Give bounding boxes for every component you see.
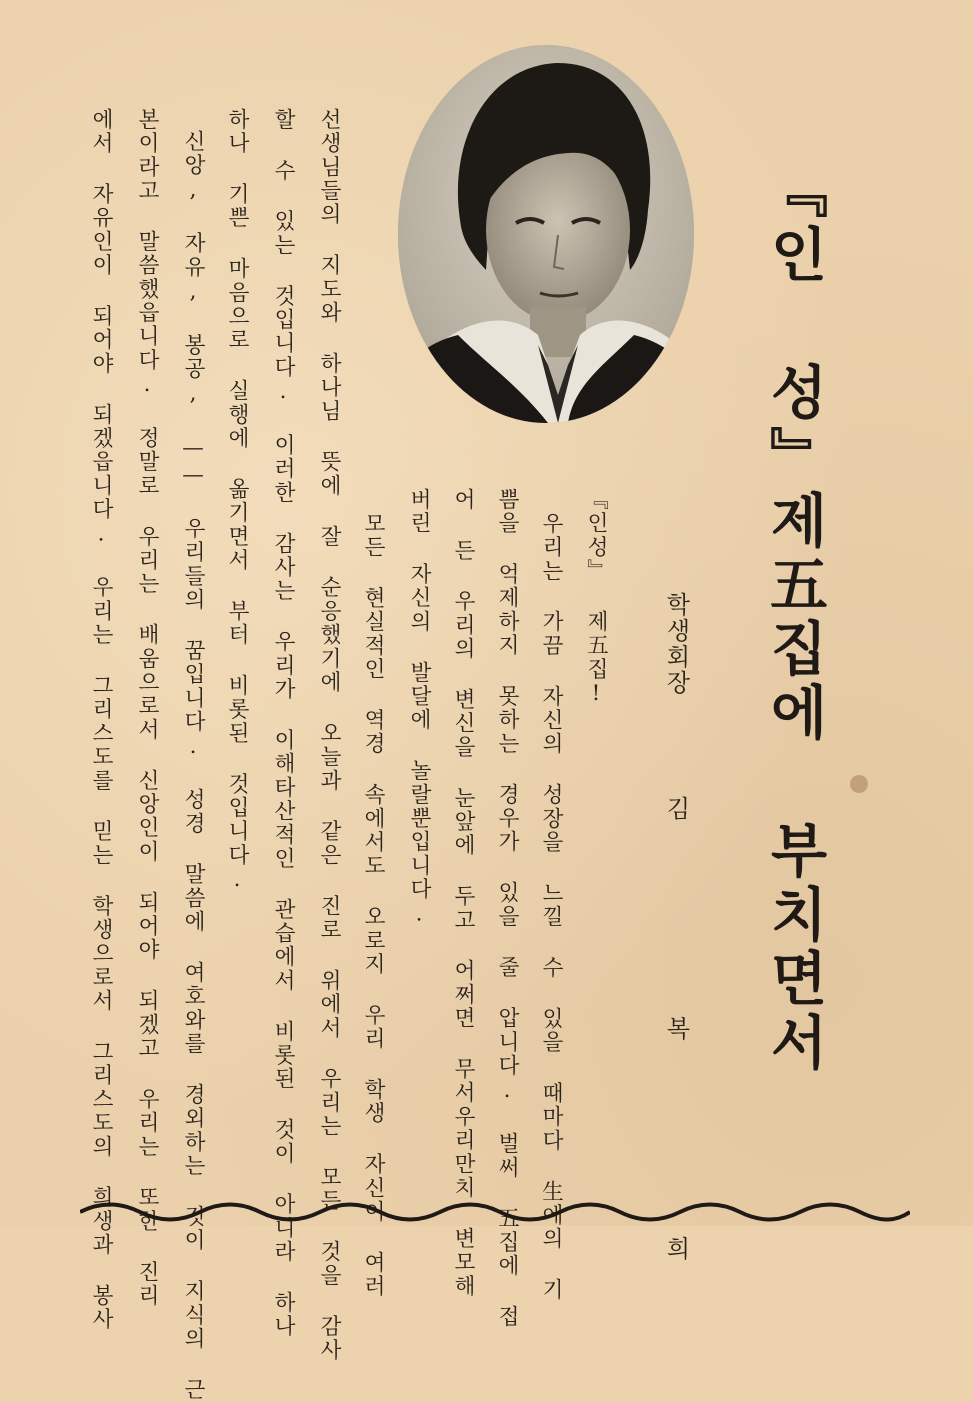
body-column-10: 신앙, 자유, 봉공, —— 우리들의 꿈입니다. 성경 말씀에 여호와를 경외하는 것이 지식의 근 bbox=[180, 130, 206, 1402]
body-column-6: 모든 현실적인 역경 속에서도 오로지 우리 학생 자신이 여러 bbox=[360, 512, 386, 1299]
paper-stain bbox=[850, 775, 868, 793]
author-name: 김 복 희 bbox=[662, 796, 690, 1344]
body-column-12: 에서 자유인이 되어야 되겠읍니다. 우리는 그리스도를 믿는 학생으로서 그리스도의 희생과 봉사 bbox=[88, 108, 114, 1332]
body-column-9: 하나 기쁜 마음으로 실행에 옮기면서 부터 비롯된 것입니다. bbox=[224, 108, 250, 895]
student-portrait-photo bbox=[398, 45, 694, 423]
body-column-1: 『인성』 제五집! bbox=[583, 488, 609, 709]
author-byline bbox=[664, 592, 688, 1344]
body-column-7: 선생님들의 지도와 하나님 뜻에 잘 순응했기에 오늘과 같은 진로 위에서 우리는 모든 것을 감사 bbox=[316, 108, 342, 1363]
article-title: 『인 성』제五집에 부치면서 bbox=[760, 160, 828, 1076]
author-role: 학생회장 bbox=[662, 592, 690, 696]
portrait-icon bbox=[398, 45, 694, 423]
body-column-3: 쁨을 억제하지 못하는 경우가 있을 줄 압니다. 벌써 五집에 접 bbox=[494, 488, 520, 1329]
decorative-wave-border-icon bbox=[80, 1198, 910, 1222]
body-column-8: 할 수 있는 것입니다. 이러한 감사는 우리가 이해타산적인 관습에서 비롯된 것이 아니라 하나 bbox=[270, 108, 296, 1339]
body-column-5: 버린 자신의 발달에 놀랄뿐입니다. bbox=[406, 488, 432, 929]
body-column-4: 어 든 우리의 변신을 눈앞에 두고 어쩌면 무서우리만치 변모해 bbox=[450, 488, 476, 1299]
body-column-11: 본이라고 말씀했읍니다. 정말로 우리는 배움으로서 신앙인이 되어야 되겠고 우리는 또한 진리 bbox=[134, 108, 160, 1308]
body-column-2: 우리는 가끔 자신의 성장을 느낄 수 있을 때마다 生에의 기 bbox=[538, 512, 564, 1302]
